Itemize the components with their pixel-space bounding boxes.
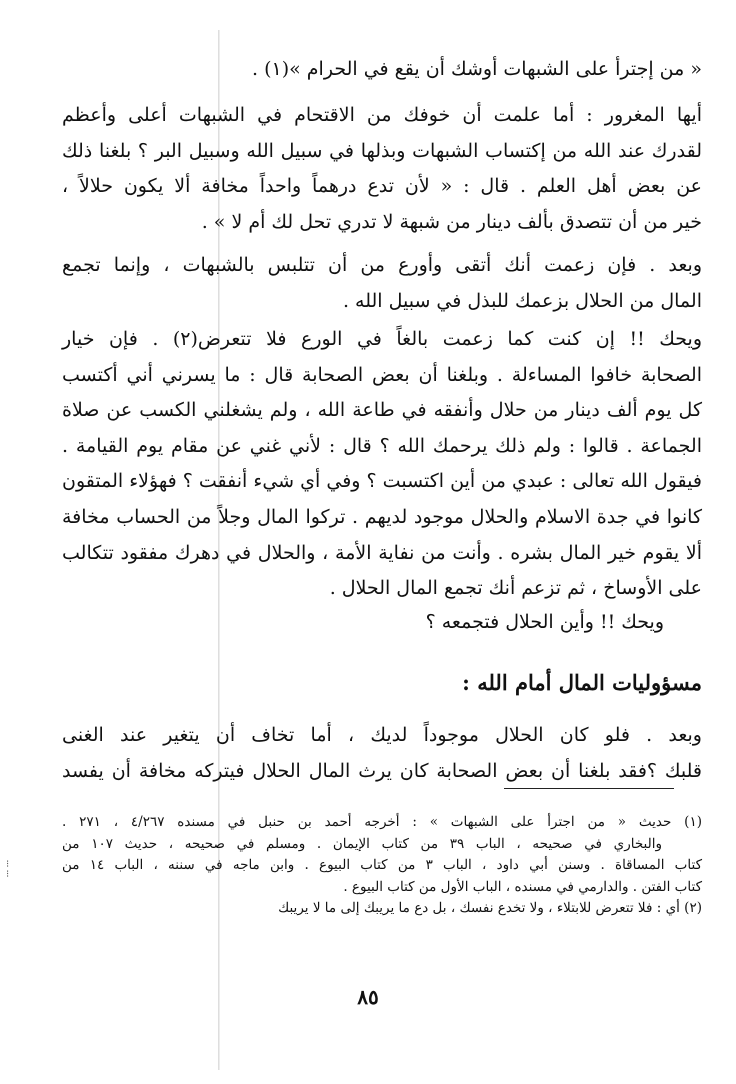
text-line: فيقول الله تعالى : عبدي من أين اكتسبت ؟ وفي أي شيء أنفقت ؟ فهؤلاء المتقون [62, 470, 702, 493]
footnote-line: (١) حديث « من اجترأ على الشبهات » : أخرجه أحمد بن حنبل في مسنده ٤/٢٦٧ ، ٢٧١ . [62, 814, 702, 830]
paragraph-3 [62, 322, 702, 607]
text-line: الصحابة خافوا المساءلة . وبلغنا أن بعض الصحابة قال : ما يسرني أني أكتسب [62, 363, 702, 386]
text-line: وبعد . فلو كان الحلال موجوداً لديك ، أما تخاف أن يتغير عند الغنى [62, 724, 702, 746]
text-line: على الأوساخ ، ثم تزعم أنك تجمع المال الحلال . [329, 577, 702, 600]
text-line: « من إجترأ على الشبهات أوشك أن يقع في الحرام »(١) . [252, 58, 702, 80]
footnote-line: (٢) أي : فلا تتعرض للابتلاء ، ولا تخدع نفسك ، بل دع ما يريبك إلى ما لا يريبك [278, 900, 702, 916]
paragraph-2 [62, 248, 702, 319]
footnote-line: كتاب المساقاة . وسنن أبي داود ، الباب ٣ من كتاب البيوع . وابن ماجه في سننه ، الباب ١٤ من [62, 857, 702, 873]
section-heading: مسؤوليات المال أمام الله : [462, 670, 702, 695]
footnote-line: والبخاري في صحيحه ، الباب ٣٩ من كتاب الإيمان . ومسلم في صحيحه ، حديث ١٠٧ من [62, 835, 662, 852]
text-line: كل يوم ألف دينار من حلال وأنفقه في طاعة الله ، ولم يشغلني الكسب عن صلاة [62, 399, 702, 422]
exclamation-line [62, 605, 702, 641]
text-line: قلبك ؟فقد بلغنا أن بعض الصحابة كان يرث المال الحلال فيتركه مخافة أن يفسد [62, 759, 702, 782]
edge-marks: ⁝ ⁝ [6, 859, 10, 880]
main-text [62, 52, 702, 88]
text-line: كانوا في جدة الاسلام والحلال موجود لديهم . تركوا المال وجلاً من الحساب مخافة [62, 505, 702, 528]
footnote-separator [504, 788, 674, 789]
text-line: لقدرك عند الله من إكتساب الشبهات وبذلها في سبيل الله وسبيل البر ؟ بلغنا ذلك [62, 139, 702, 162]
page-number: ٨٥ [357, 985, 379, 1009]
paragraph-1 [62, 98, 702, 240]
footnotes [62, 812, 702, 920]
text-line: ويحك !! إن كنت كما زعمت بالغاً في الورع فلا تتعرض(٢) . فإن خيار [62, 328, 703, 350]
paragraph-4 [62, 718, 702, 789]
text-line: أيها المغرور : أما علمت أن خوفك من الاقتحام في الشبهات أعلى وأعظم [62, 104, 702, 126]
text-line: المال من الحلال بزعمك للبذل في سبيل الله . [342, 289, 702, 312]
text-line: ألا يقوم خير المال بشره . وأنت من نفاية الأمة ، والحلال في دهرك مفقود تتكالب [62, 541, 702, 564]
text-line: عن بعض أهل العلم . قال : « لأن تدع درهماً واحداً مخافة ألا يكون حلالاً ، [62, 175, 702, 198]
text-line: خير من أن تتصدق بألف دينار من شبهة لا تدري تحل لك أم لا » . [201, 210, 702, 233]
text-line: ويحك !! وأين الحلال فتجمعه ؟ [425, 611, 664, 633]
text-line: وبعد . فإن زعمت أنك أتقى وأورع من أن تتلبس بالشبهات ، وإنما تجمع [62, 254, 702, 276]
text-line: الجماعة . قالوا : ولم ذلك يرحمك الله ؟ قال : لأني غني عن مقام يوم القيامة . [62, 434, 702, 457]
footnote-line: كتاب الفتن . والدارمي في مسنده ، الباب الأول من كتاب البيوع . [343, 878, 702, 895]
